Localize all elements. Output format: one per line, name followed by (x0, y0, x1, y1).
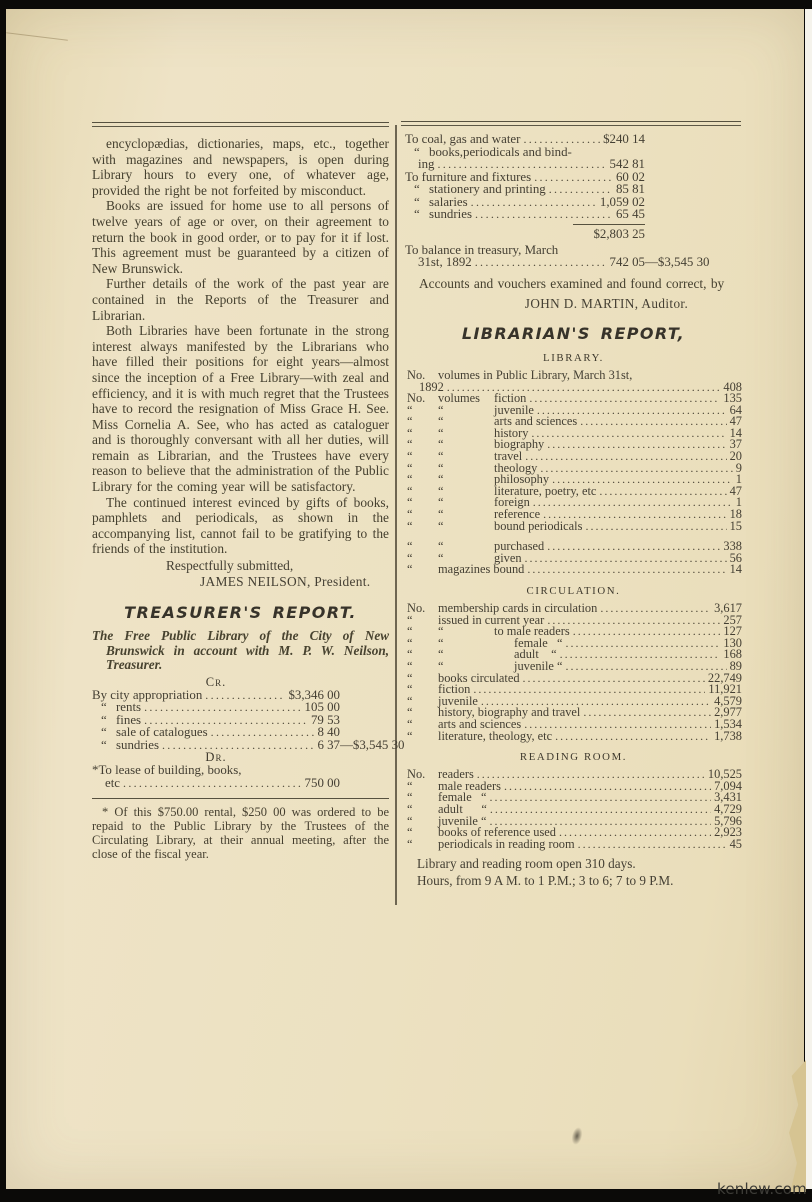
account-label: By city appropriation (92, 687, 203, 702)
expenses-subtotal: $2,803 25 (593, 226, 645, 241)
row-value: 4,729 (714, 801, 742, 816)
row-value: 56 (729, 550, 742, 565)
table-row (405, 649, 742, 661)
row-value: 37 (729, 437, 742, 452)
ditto-mark: “ (438, 437, 444, 452)
account-row (405, 146, 645, 159)
ditto-mark: “ (101, 700, 107, 715)
scanner-edge (805, 9, 812, 1189)
ditto-mark: “ (407, 402, 413, 417)
dot-leader (123, 777, 302, 790)
row-label: juvenile “ (514, 658, 563, 673)
ditto-mark: “ (407, 778, 413, 793)
table-row (405, 425, 742, 440)
account-row (405, 183, 645, 196)
row-value: 10,525 (707, 767, 742, 782)
row-value: 14 (729, 562, 742, 577)
ditto-mark: “ (407, 612, 413, 627)
ditto-mark: “ (407, 495, 413, 510)
ditto-mark: “ (407, 624, 413, 639)
dot-leader (560, 649, 721, 661)
dot-leader (578, 839, 727, 851)
ditto-mark: “ (407, 682, 413, 697)
ditto-mark: “ (438, 539, 444, 554)
dot-leader (547, 439, 726, 451)
table-row (405, 541, 742, 553)
account-amount: 79 53 (310, 712, 340, 727)
account-row (405, 133, 645, 146)
ditto-mark: “ (101, 725, 107, 740)
table-row (405, 626, 742, 638)
account-row (405, 255, 710, 269)
circulation-section-heading: CIRCULATION. (526, 585, 621, 597)
left-column (92, 136, 405, 862)
account-amount: 60 02 (615, 169, 645, 184)
row-value: 168 (723, 647, 742, 662)
ditto-mark: “ (438, 647, 444, 662)
row-value: 9 (735, 460, 742, 475)
ditto-mark: “ (407, 728, 413, 743)
dot-leader (524, 719, 711, 731)
paper-crease (6, 32, 68, 41)
right-column (405, 133, 742, 890)
dot-leader (529, 393, 720, 405)
dot-leader (211, 726, 315, 739)
row-label: readers (438, 767, 474, 782)
dot-leader (471, 196, 597, 209)
dot-leader (490, 804, 711, 816)
table-row (405, 416, 742, 428)
account-label: sundries (116, 737, 159, 752)
row-label: philosophy (494, 472, 550, 487)
ditto-mark: “ (438, 414, 444, 429)
ditto-mark: “ (101, 737, 107, 752)
table-row (405, 497, 742, 509)
dot-leader (525, 451, 726, 463)
row-value: 47 (729, 414, 742, 429)
row-value: 130 (723, 635, 742, 650)
row-label: membership cards in circulation (438, 601, 598, 615)
paragraph-text: encyclopædias, dictionaries, maps, etc., together with magazines and newspapers, is open during Library hours to every one, of whatever age, provided the right be not forfeited by misconduct. (92, 136, 389, 198)
ditto-mark: “ (407, 437, 413, 452)
row-value: 45 (729, 836, 742, 851)
row-label: arts and sciences (494, 414, 578, 429)
account-amount: $3,346 00 (288, 687, 340, 702)
table-row (405, 439, 742, 451)
paragraph-text: Further details of the work of the past year are contained in the Reports of the Treasurer and Librarian. (92, 276, 389, 323)
credit-rows (92, 687, 405, 752)
dot-leader (547, 615, 720, 627)
account-amount: 742 05 (609, 255, 645, 269)
row-label: literature, poetry, etc (494, 483, 597, 498)
ditto-mark: “ (407, 825, 413, 840)
row-label: purchased (494, 539, 545, 554)
balance-rows (405, 244, 742, 269)
row-value: 15 (729, 518, 742, 533)
ditto-mark: “ (438, 425, 444, 440)
account-amount: 750 00 (304, 775, 340, 790)
row-value: 18 (729, 507, 742, 522)
account-total: —$3,545 30 (645, 255, 710, 269)
row-label: juvenile (438, 693, 478, 708)
ditto-mark: “ (407, 483, 413, 498)
dot-leader (533, 497, 733, 509)
row-value: 22,749 (707, 670, 742, 685)
row-label: fiction (438, 682, 471, 697)
dot-leader (504, 781, 711, 793)
dot-leader (473, 684, 705, 696)
subtotal-rule (573, 224, 645, 225)
ditto-mark: “ (407, 801, 413, 816)
dot-leader (490, 792, 712, 804)
torn-paper-edge (780, 1060, 806, 1192)
dot-leader (447, 382, 721, 394)
account-amount: 105 00 (304, 700, 340, 715)
ditto-mark: No. (407, 367, 426, 382)
dot-leader (144, 701, 301, 714)
dot-leader (547, 541, 720, 553)
dot-leader (599, 486, 726, 498)
circulation-table (405, 603, 742, 742)
ditto-mark: “ (101, 712, 107, 727)
ditto-mark: “ (407, 635, 413, 650)
row-label: juvenile (494, 402, 534, 417)
body-paragraph (92, 276, 389, 323)
ditto-mark: “ (414, 144, 420, 159)
row-value: 1,534 (714, 716, 742, 731)
footnote-rule (92, 798, 389, 799)
paragraph-text: Both Libraries have been fortunate in the strong interest always manifested by the Librarians who have filled their positions for eight years—almost since the inception of a Free Library—with zeal and efficiency, and it is with much regret that the Trustees have to record the resignation of Miss Grace H. See. Miss Cornelia A. See, who has acted as cataloguer and is thoroughly conversant with all her duties, will remain as Librarian, and the Trustees have every reason to believe that the administration of the Public Library for the coming year will be satisfactory. (92, 323, 389, 495)
row-label: female “ (438, 790, 487, 805)
row-value: 7,094 (714, 778, 742, 793)
dot-leader (583, 707, 711, 719)
row-value: 1,738 (714, 728, 742, 743)
ditto-mark: “ (407, 562, 413, 577)
paragraph-text: The continued interest evinced by gifts of books, pamphlets and periodicals, as shown in the accompanying list, cannot fail to be gratifying to the friends of the institution. (92, 494, 389, 557)
dot-leader (527, 564, 726, 576)
account-label: rents (116, 700, 142, 715)
row-label: 1892 (419, 379, 444, 394)
submitted-line: Respectfully submitted, (166, 558, 294, 574)
account-row (92, 737, 405, 752)
paper-sheet (6, 9, 804, 1189)
ditto-mark: “ (438, 658, 444, 673)
ditto-mark: “ (407, 716, 413, 731)
row-label: male readers (438, 778, 501, 793)
expense-rows (405, 133, 742, 221)
ditto-mark: “ (414, 207, 420, 221)
row-value: 135 (723, 391, 742, 406)
account-amount: 1,059 02 (599, 194, 645, 209)
account-amount: 542 81 (609, 157, 645, 171)
dot-leader (525, 553, 727, 565)
row-value: 338 (723, 539, 742, 554)
dot-leader (566, 661, 727, 673)
ditto-mark: No. (407, 601, 426, 615)
ditto-mark: “ (438, 472, 444, 487)
ditto-mark: “ (407, 693, 413, 708)
ditto-mark: “ (407, 813, 413, 828)
ditto-mark: No. (407, 391, 426, 406)
row-label: books of reference used (438, 825, 557, 840)
account-total: —$3,545 30 (340, 737, 405, 752)
dot-leader (523, 133, 600, 146)
row-value: 408 (723, 379, 742, 394)
table-row (405, 564, 742, 576)
dot-leader (205, 689, 285, 702)
dot-leader (580, 416, 726, 428)
account-amount: 85 81 (615, 182, 645, 196)
row-value: 5,796 (714, 813, 742, 828)
ink-smudge (570, 1126, 584, 1146)
cr-label: Cr. (205, 674, 227, 689)
row-value: 3,431 (714, 790, 742, 805)
auditor-signature: JOHN D. MARTIN, Auditor. (524, 295, 689, 311)
row-label: issued in current year (438, 612, 545, 627)
row-value: 20 (729, 449, 742, 464)
row-label: literature, theology, etc (438, 728, 553, 743)
dot-leader (600, 603, 711, 615)
row-label: travel (494, 449, 523, 464)
footnote-text: * Of this $750.00 rental, $250 00 was ordered to be repaid to the Public Library by the Trustees of the Circulating Library, at their annual meeting, after the close of the fiscal year. (92, 805, 389, 862)
ditto-mark: “ (414, 194, 420, 209)
open-days-line: Library and reading room open 310 days. (417, 856, 636, 872)
row-value: 1 (735, 495, 742, 510)
row-label: history (494, 425, 529, 440)
row-label: juvenile “ (438, 813, 487, 828)
account-row (405, 158, 645, 171)
table-row (405, 483, 742, 498)
account-label: salaries (429, 194, 468, 209)
treasurer-report-heading: TREASURER'S REPORT. (124, 603, 357, 623)
ditto-mark: “ (438, 635, 444, 650)
row-value: 1 (735, 472, 742, 487)
body-paragraph (92, 136, 389, 198)
ditto-mark: “ (407, 790, 413, 805)
account-label: 31st, 1892 (418, 255, 472, 269)
ditto-mark: “ (407, 647, 413, 662)
top-rule-right (401, 121, 741, 126)
account-label: sundries (429, 207, 472, 221)
row-label: books circulated (438, 670, 520, 685)
account-row (92, 777, 340, 790)
ditto-mark: “ (438, 507, 444, 522)
dot-leader (555, 731, 711, 743)
dot-leader (559, 827, 711, 839)
dot-leader (534, 171, 613, 184)
ditto-mark: “ (438, 550, 444, 565)
row-label: adult “ (438, 801, 487, 816)
audit-statement: Accounts and vouchers examined and found correct, by (419, 275, 725, 291)
row-label: reference (494, 507, 541, 522)
column-divider (395, 125, 397, 905)
president-signature: JAMES NEILSON, President. (200, 574, 371, 590)
paragraph-text: Books are issued for home use to all persons of twelve years of age or over, on their agreement to return the book in good order, or to pay for it if lost. This agreement must be guaranteed by a citizen of New Brunswick. (92, 198, 389, 276)
row-label: arts and sciences (438, 716, 522, 731)
row-value: 4,579 (714, 693, 742, 708)
ditto-mark: “ (407, 425, 413, 440)
ditto-mark: “ (407, 472, 413, 487)
row-value: 11,921 (708, 682, 742, 697)
ditto-mark: “ (407, 658, 413, 673)
ditto-mark: “ (438, 624, 444, 639)
account-label: To balance in treasury, March (405, 242, 559, 257)
row-label: biography (494, 437, 545, 452)
row-label: to male readers (494, 624, 570, 639)
row-label: volumes in Public Library, March 31st, (438, 367, 633, 382)
table-row (405, 393, 742, 405)
dot-leader (540, 463, 732, 475)
dot-leader (477, 769, 705, 781)
dot-leader (475, 208, 613, 221)
row-value: 14 (729, 425, 742, 440)
row-label: foreign (494, 495, 530, 510)
librarian-report-heading: LIBRARIAN'S REPORT, (461, 323, 686, 343)
ditto-mark: “ (438, 460, 444, 475)
account-label: etc (105, 775, 121, 790)
ditto-mark: “ (407, 518, 413, 533)
ditto-mark: “ (407, 705, 413, 720)
debit-rows (92, 764, 389, 789)
dot-leader (585, 521, 726, 533)
ditto-mark: No. (407, 767, 426, 782)
dot-leader (531, 428, 726, 440)
row-value: 2,923 (714, 825, 742, 840)
ditto-mark: “ (407, 460, 413, 475)
table-row (405, 460, 742, 475)
dot-leader (475, 256, 607, 269)
row-label: female “ (514, 635, 563, 650)
ditto-mark: “ (438, 518, 444, 533)
row-value: 2,977 (714, 705, 742, 720)
row-label: history, biography and travel (438, 705, 581, 720)
library-section-heading: LIBRARY. (543, 351, 604, 364)
top-rule-left (92, 122, 389, 127)
dot-leader (566, 638, 721, 650)
body-paragraphs (92, 136, 389, 557)
ditto-mark: “ (438, 495, 444, 510)
row-label: theology (494, 460, 538, 475)
account-label: stationery and printing (429, 182, 546, 196)
account-row (92, 726, 340, 739)
account-amount: 6 37 (317, 737, 340, 752)
row-label: bound periodicals (494, 518, 583, 533)
account-label: books,periodicals and bind- (429, 144, 572, 159)
dot-leader (162, 739, 314, 752)
ditto-mark: volumes (438, 391, 480, 406)
account-amount: 8 40 (317, 725, 340, 740)
table-row (405, 612, 742, 627)
row-label: given (494, 550, 522, 565)
row-value: 3,617 (714, 601, 742, 615)
row-label: magazines bound (438, 562, 525, 577)
table-row (405, 836, 742, 851)
ditto-mark: “ (438, 449, 444, 464)
hours-line: Hours, from 9 A M. to 1 P.M.; 3 to 6; 7 to 9 P.M. (417, 873, 674, 889)
table-row (405, 635, 742, 650)
body-paragraph (92, 323, 389, 495)
row-label: periodicals in reading room (438, 836, 575, 851)
dot-leader (437, 158, 606, 171)
body-paragraph (92, 495, 389, 557)
library-table (405, 367, 742, 577)
row-value: 47 (729, 483, 742, 498)
account-row (92, 764, 340, 777)
row-value: 64 (729, 402, 742, 417)
row-label: adult “ (514, 647, 557, 662)
dot-leader (549, 183, 613, 196)
body-paragraph (92, 198, 389, 276)
watermark: kenlew.com (717, 1180, 807, 1198)
row-label: fiction (494, 391, 527, 406)
row-value: 257 (723, 612, 742, 627)
table-row (405, 367, 742, 382)
account-label: To coal, gas and water (405, 132, 521, 146)
dot-leader (573, 626, 721, 638)
table-row (405, 451, 742, 463)
account-label: *To lease of building, books, (92, 763, 242, 778)
account-amount: $240 14 (603, 132, 645, 146)
ditto-mark: “ (407, 414, 413, 429)
account-label: ing (418, 157, 435, 171)
ditto-mark: “ (407, 449, 413, 464)
table-row (405, 518, 742, 533)
dot-leader (523, 673, 705, 685)
account-label: sale of catalogues (116, 725, 208, 740)
ditto-mark: “ (407, 507, 413, 522)
row-value: 89 (729, 658, 742, 673)
reading-room-section-heading: READING ROOM. (519, 751, 628, 764)
ditto-mark: “ (407, 550, 413, 565)
ditto-mark: “ (414, 182, 420, 196)
account-row (92, 701, 340, 714)
ditto-mark: “ (407, 670, 413, 685)
ditto-mark: “ (407, 836, 413, 851)
ditto-mark: “ (438, 402, 444, 417)
account-label: To furniture and fixtures (405, 169, 532, 184)
dr-label: Dr. (205, 750, 227, 765)
account-label: fines (116, 712, 142, 727)
table-row (405, 728, 742, 743)
account-row (405, 208, 645, 221)
row-value: 127 (723, 624, 742, 639)
account-amount: 65 45 (615, 207, 645, 221)
ditto-mark: “ (407, 539, 413, 554)
reading-room-table (405, 769, 742, 850)
treasurer-intro: The Free Public Library of the City of New Brunswick in account with M. P. W. Neilson, Treasurer. (92, 628, 389, 673)
ditto-mark: “ (438, 483, 444, 498)
